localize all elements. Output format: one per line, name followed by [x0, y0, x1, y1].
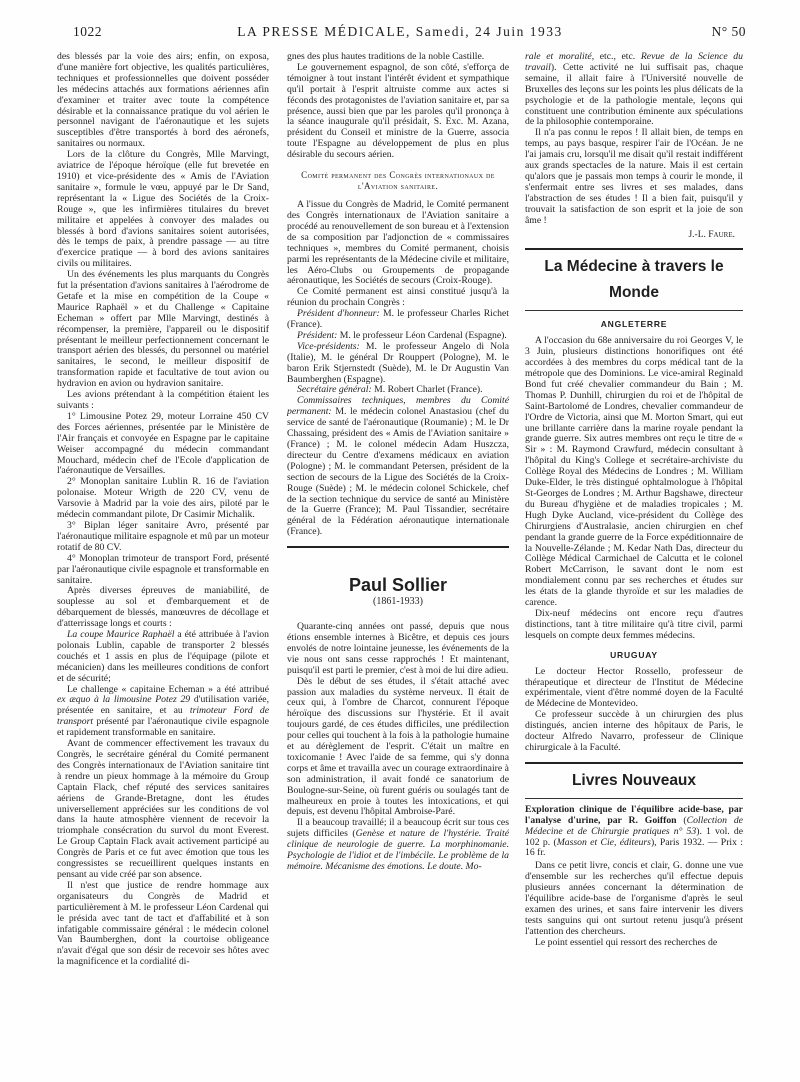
challenge-result-paragraph	[57, 685, 269, 740]
committee-member-entry	[287, 396, 509, 538]
book-title: Exploration clinique de l'équilibre acide-base, par l'analyse d'urine, par R. Goiffon	[525, 803, 743, 826]
publication-title: LA PRESSE MÉDICALE, Samedi, 24 Juin 1933	[237, 24, 563, 39]
paragraph-text: Il a beaucoup travaillé; il a beaucoup écrit sur tous ces sujets difficiles (	[287, 817, 509, 840]
article-paragraph: Un des événements les plus marquants du Congrès fut la présentation d'avions sanitaires à l'aérodrome de Getafe et la mise en compétition de la Coupe « Maurice Raphaël » et du Challenge « Capitaine Echeman » offert par Mlle Marvingt, destinés à récompenser, la première, l'appareil ou le dispositif présentant le meilleur perfectionnement concernant le transport aérien des blessés, du personnel ou matériel sanitaires, le second, le meilleur dispositif de transformation rapide et facultative de tout avion ou hydravion en avion ou hydravion sanitaire.	[57, 269, 269, 390]
italic-text: ex æquo à la limousine Potez 29	[57, 694, 191, 706]
issue-number: N° 50	[711, 24, 746, 39]
obituary-paragraph: Dès le début de ses études, il s'était attaché avec passion aux maladies du système nerveux. Il était de ceux qui, à l'ombre de Charcot, connurent l'époque héroïque des discussions sur l'hystérie. Et il avait toujours gardé, de ces études difficiles, une prédilection pour celles qui touchent à la fois à la pathologie humaine et au dérèglement de l'esprit. C'était un maître en toxicomanie ! Avec l'aide de sa femme, qui s'y donna corps et âme et travailla avec un courage extraordinaire à son administration, il avait fondé ce sanatorium de Boulogne-sur-Seine, où furent guéris ou soulagés tant de malheureux en proie à toutes les intoxications, et qui depuis, est devenu l'hôpital Ambroise-Paré.	[287, 675, 509, 818]
section-divider	[287, 546, 509, 548]
committee-member-entry	[287, 342, 509, 386]
paragraph-text: d'utilisation variée, présentée en sanitaire, et au	[57, 694, 269, 717]
paragraph-text: ). Cette activité ne lui suffisait pas, chaque semaine, il allait faire à l'Université nouvelle de Bruxelles des leçons sur les points les plus délicats de la psychologie et de la pathologie mentale, leçons qui constituent une contribution éminente aux spéculations de la philosophie contemporaine.	[525, 61, 743, 128]
aircraft-item-3: 3° Biplan léger sanitaire Avro, présenté par l'aéronautique militaire espagnole et mû par un moteur rotatif de 80 CV.	[57, 519, 269, 553]
cup-result-paragraph	[57, 630, 269, 685]
heading-underline	[525, 798, 743, 799]
member-text: M. Robert Charlet (France).	[371, 384, 483, 396]
obituary-dates: (1861-1933)	[373, 596, 423, 608]
role-label: Commissaires techniques, membres du Comité permanent:	[287, 395, 509, 418]
article-paragraph: Le gouvernement espagnol, de son côté, s'efforça de témoigner à tout instant l'intérêt évident et sympathique qu'il portait à l'esprit altruiste comme aux actes si féconds des protagonistes de l'aviation sanitaire et, par sa présence, aussi bien que par les paroles qu'il prononça à la séance inaugurale qu'il présidait, S. Exc. M. Azana, président du Conseil et ministre de la Guerre, associa toute l'Espagne au développement de plus en plus désirable du secours aérien.	[287, 61, 509, 161]
article-paragraph: des blessés par la voie des airs; enfin, on exposa, d'une manière fort objective, les qualités particulières, techniques et professionnelles que doivent posséder les médecins attachés aux formations aériennes afin d'examiner et traiter avec toute la compétence désirable et la connaissance pratique du vol aérien le personnel navigant de l'aéronautique et les sujets susceptibles d'être transportés à bord des aéronefs, sanitaires ou normaux.	[57, 52, 269, 150]
member-text: M. le professeur Angelo di Nola (Italie), M. le général Dr Rouppert (Pologne), M. le baron Erik Stjernstedt (Suède), M. le Dr Augustin Van Baumberghen (Espagne).	[287, 340, 509, 385]
section-divider	[525, 762, 743, 764]
journal-title: Revue de la Science du travail	[525, 52, 743, 73]
member-text: M. le professeur Charles Richet (France).	[287, 308, 509, 331]
article-paragraph: Il n'est que justice de rendre hommage aux organisateurs du Congrès de Madrid et particulièrement à M. le professeur Léon Cardenal qui le présida avec tant de tact et d'affabilité et à son infatigable commissaire général : le médecin colonel Van Baumberghen, dont la courtoise obligeance n'avait d'égal que son désir de recevoir ses hôtes avec la magnificence et la cordialité di-	[57, 879, 269, 968]
article-paragraph: Les avions prétendant à la compétition étaient les suivants :	[57, 389, 269, 411]
obituary-paragraph	[525, 52, 743, 128]
paragraph-text: , etc., etc.	[591, 52, 641, 62]
obituary-paragraph: Il n'a pas connu le repos ! Il allait bien, de temps en temps, au pays basque, respirer l'air de l'Océan. Je ne l'ai jamais cru, lorsqu'il me disait qu'il restait indifférent aux grands spectacles de la nature. Mais il est certain qu'alors que je passais mon temps à courir le monde, il s'enfermait entre ses livres et ses malades, dans l'abstraction de ses études ! Il a bien fait, puisqu'il y trouvait la satisfaction de son esprit et la joie de son âme !	[525, 127, 743, 226]
role-label: Secrétaire général:	[297, 384, 372, 396]
works-list: Genèse et nature de l'hystérie. Traité clinique de neurologie de guerre. La morphinomanie. Psychologie de l'idiot et de l'imbécile. Le problème de la mémoire. Mécanisme des émotions. Le doute. Mo-	[287, 828, 509, 872]
role-label: Président d'honneur:	[297, 308, 380, 320]
aircraft-item-4: 4° Monoplan trimoteur de transport Ford, présenté par l'aéronautique civile espagnole et transformable en sanitaire.	[57, 552, 269, 586]
news-paragraph: A l'occasion du 68e anniversaire du roi Georges V, le 3 Juin, plusieurs distinctions honorifiques ont été accordées à des membres du corps médical tant de la métropole que des Dominions. Le vice-amiral Reginald Bond fut créé chevalier commandeur du Bain ; M. Thomas P. Dunhill, chirurgien du roi et de l'hôpital de Saint-Bartolomé de Londres, chevalier commandeur de l'Ordre de Victoria, ainsi que M. Morton Smart, qui eut une brillante carrière dans la marine royale pendant la grande guerre. Six autres membres ont reçu le titre de « Sir » : M. Raymond Crawfurd, médecin consultant à l'hôpital du King's College et secrétaire-archiviste du Collège Royal des Médecins de Londres ; M. William Duke-Elder, le très distingué ophtalmologue à l'hôpital St-Georges de Londres ; M. Arthur Bagshawe, directeur du Bureau d'hygiène et de maladies tropicales ; M. Hugh Dyke Aucland, vice-président du Collège des Chirurgiens d'Australasie, ancien chirurgien en chef pendant la grande guerre de la Force expéditionnaire de la Nouvelle-Zélande ; M. Kedar Nath Das, directeur du Collège Médical Carmichael de Calcutta et le colonel Robert McCarrison, le savant dont le nom est mondialement connu par ses recherches et études sur les états de la glande thyroïde et sur les maladies de carence.	[525, 335, 743, 609]
italic-text: La coupe Maurice Raphaël	[67, 629, 175, 641]
news-paragraph: Le docteur Hector Rossello, professeur de thérapeutique et directeur de l'Institut de Médecine expérimentale, vient d'être nommé doyen de la Faculté de Médecine de Montevideo.	[525, 665, 743, 710]
member-text: M. le médecin colonel Anastasiou (chef du service de santé de l'aéronautique (Roumanie) ; M. le Dr Chassaing, président des « Amis de l'Aviation sanitaire » (France) ; M. le colonel médecin Adam Huszcza, directeur du Centre d'examens médicaux en aviation (Pologne) ; M. le commandant Petersen, président de la section de secours de la Ligue des Sociétés de la Croix-Rouge (Suède) ; M. le médecin colonel Schickele, chef de la section technique du service de santé au Ministère de la Guerre (France); M. Paul Tissandier, secrétaire général de la Fédération aéronautique internationale (France).	[287, 406, 509, 538]
review-paragraph: Dans ce petit livre, concis et clair, G. donne une vue d'ensemble sur les recherches qu'il effectue depuis plusieurs années concernant la détermination de l'équilibre acide-base de l'organisme d'après le seul examen des urines, et sans faire intervenir les divers tests sanguins qui ont surtout retenu jusqu'à présent l'attention des chercheurs.	[525, 860, 743, 937]
obituary-paragraph: Quarante-cinq années ont passé, depuis que nous étions ensemble internes à Bicêtre, et depuis ces jours envolés de notre lointaine jeunesse, les événements de la vie nous ont sans cesse rapprochés ! Et maintenant, puisqu'il est parti le premier, c'est à moi de lui dire adieu.	[287, 621, 509, 676]
article-paragraph: Avant de commencer effectivement les travaux du Congrès, le secrétaire général du Comité permanent des Congrès internationaux de l'Aviation sanitaire tint à rendre un pieux hommage à la mémoire du Group Captain Flack, chef réputé des services sanitaires aériens de Grande-Bretagne, dont les études universellement appréciées sur les conditions de vol dans la haute atmosphère viennent de recevoir la triomphale consécration du survol du mont Everest. Le Group Captain Flack avait activement participé au Congrès de Paris et ce fut avec émotion que tous les congressistes se recueillirent quelques instants en pensant au vide créé par son absence.	[57, 738, 269, 880]
italic-text: trimoteur Ford de transport	[57, 705, 269, 728]
page-number: 1022	[73, 24, 102, 39]
column-middle	[287, 52, 509, 1074]
article-paragraph: A l'issue du Congrès de Madrid, le Comité permanent des Congrès internationaux de l'Aviation sanitaire a procédé au renouvellement de son bureau et à l'extension de sa composition par l'adjonction de « commissaires techniques », membres du Comité permanent, choisis parmi les représentants de la Médecine civile et militaire, les Aéro-Clubs ou Groupements de propagande aéronautique, les Sociétés de secours (Croix-Rouge).	[287, 199, 509, 287]
author-signature: J.-L. Faure.	[688, 229, 735, 240]
member-text: M. le professeur Léon Cardenal (Espagne).	[337, 329, 507, 341]
article-paragraph: Lors de la clôture du Congrès, Mlle Marvingt, aviatrice de l'époque héroïque (elle fut brevetée en 1910) et vice-présidente des « Amis de l'Aviation sanitaire », formule le vœu, appuyé par le Dr Sand, représentant la « Ligue des Sociétés de la Croix-Rouge », que les infirmières titulaires du brevet militaire et appelées à convoyer des malades ou blessés à bord d'avions sanitaires soient autorisées, dès le temps de paix, à prendre passage — au titre d'exercice pratique — à bord des avions sanitaires civils ou militaires.	[57, 149, 269, 270]
obituary-title: Paul Sollier	[348, 575, 448, 596]
article-paragraph: Ce Comité permanent est ainsi constitué jusqu'à la réunion du prochain Congrès :	[287, 286, 509, 309]
heading-underline	[525, 310, 743, 311]
article-paragraph: gnes des plus hautes traditions de la noble Castille.	[287, 52, 485, 62]
section-heading-books: Livres Nouveaux	[571, 771, 697, 789]
paragraph-text: a été attribuée à l'avion polonais Lublin, capable de transporter 2 blessés couchés et 1 assis en plus de l'équipage (pilote et mécanicien) dans les meilleures conditions de confort et de sécurité;	[57, 629, 269, 684]
country-heading-england: ANGLETERRE	[600, 319, 668, 330]
paragraph-text: ). 1 vol. de 102 p. (	[525, 825, 743, 848]
aircraft-item-1: 1° Limousine Potez 29, moteur Lorraine 450 CV des Forces aériennes, présentée par le Ministère de l'Air français et convoyée en Espagne par le capitaine Weiser accompagné du médecin commandant Mouchard, médecin chef de l'Ecole d'application de l'aéronautique de Versailles.	[57, 410, 269, 477]
works-list: rale et moralité	[525, 52, 592, 62]
committee-member-entry	[287, 309, 509, 331]
role-label: Président:	[297, 329, 338, 341]
committee-subheading: Comité permanent des Congrès internationaux de l'Aviation sanitaire.	[301, 170, 495, 192]
page-header	[0, 24, 800, 44]
section-divider	[525, 248, 743, 250]
news-paragraph: Ce professeur succède à un chirurgien des plus distingués, ancien interne des hôpitaux de Paris, le docteur Alfredo Navarro, professeur de Clinique chirurgicale à la Faculté.	[525, 709, 743, 753]
column-right	[525, 52, 743, 1074]
news-paragraph: Dix-neuf médecins ont encore reçu d'autres distinctions, tant à titre militaire qu'à titre civil, parmi lesquels on compte deux femmes médecins.	[525, 607, 743, 641]
role-label: Vice-présidents:	[297, 340, 360, 352]
country-heading-uruguay: URUGUAY	[610, 649, 658, 660]
section-heading-world: La Médecine à travers le Monde	[544, 258, 724, 302]
book-reference	[525, 805, 743, 860]
paragraph-text: ), Paris 1932. — Prix : 16 fr.	[525, 836, 743, 859]
column-left	[57, 52, 269, 1074]
book-collection: Collection de Médecine et de Chirurgie pratiques n° 53	[525, 814, 743, 837]
article-paragraph: Après diverses épreuves de maniabilité, de souplesse au sol et d'embarquement et de débarquement de blessés, manœuvres de décollage et d'atterrissage longs et courts :	[57, 585, 269, 630]
paragraph-text: Le challenge « capitaine Echeman » a été attribué	[67, 683, 269, 695]
paragraph-text: (	[676, 814, 687, 826]
paragraph-text: présenté par l'aéronautique civile espagnole et rapidement transformable en sanitaire.	[57, 716, 269, 739]
review-paragraph: Le point essentiel qui ressort des recherches de	[535, 936, 718, 948]
book-publisher: Masson et Cie, éditeurs	[556, 836, 651, 848]
obituary-paragraph	[287, 818, 509, 873]
aircraft-item-2: 2° Monoplan sanitaire Lublin R. 16 de l'aviation polonaise. Moteur Wrigth de 220 CV, venu de Varsovie à Madrid par la voie des airs, piloté par le médecin commandant pilote, Dr Casimir Michalik.	[57, 476, 269, 521]
